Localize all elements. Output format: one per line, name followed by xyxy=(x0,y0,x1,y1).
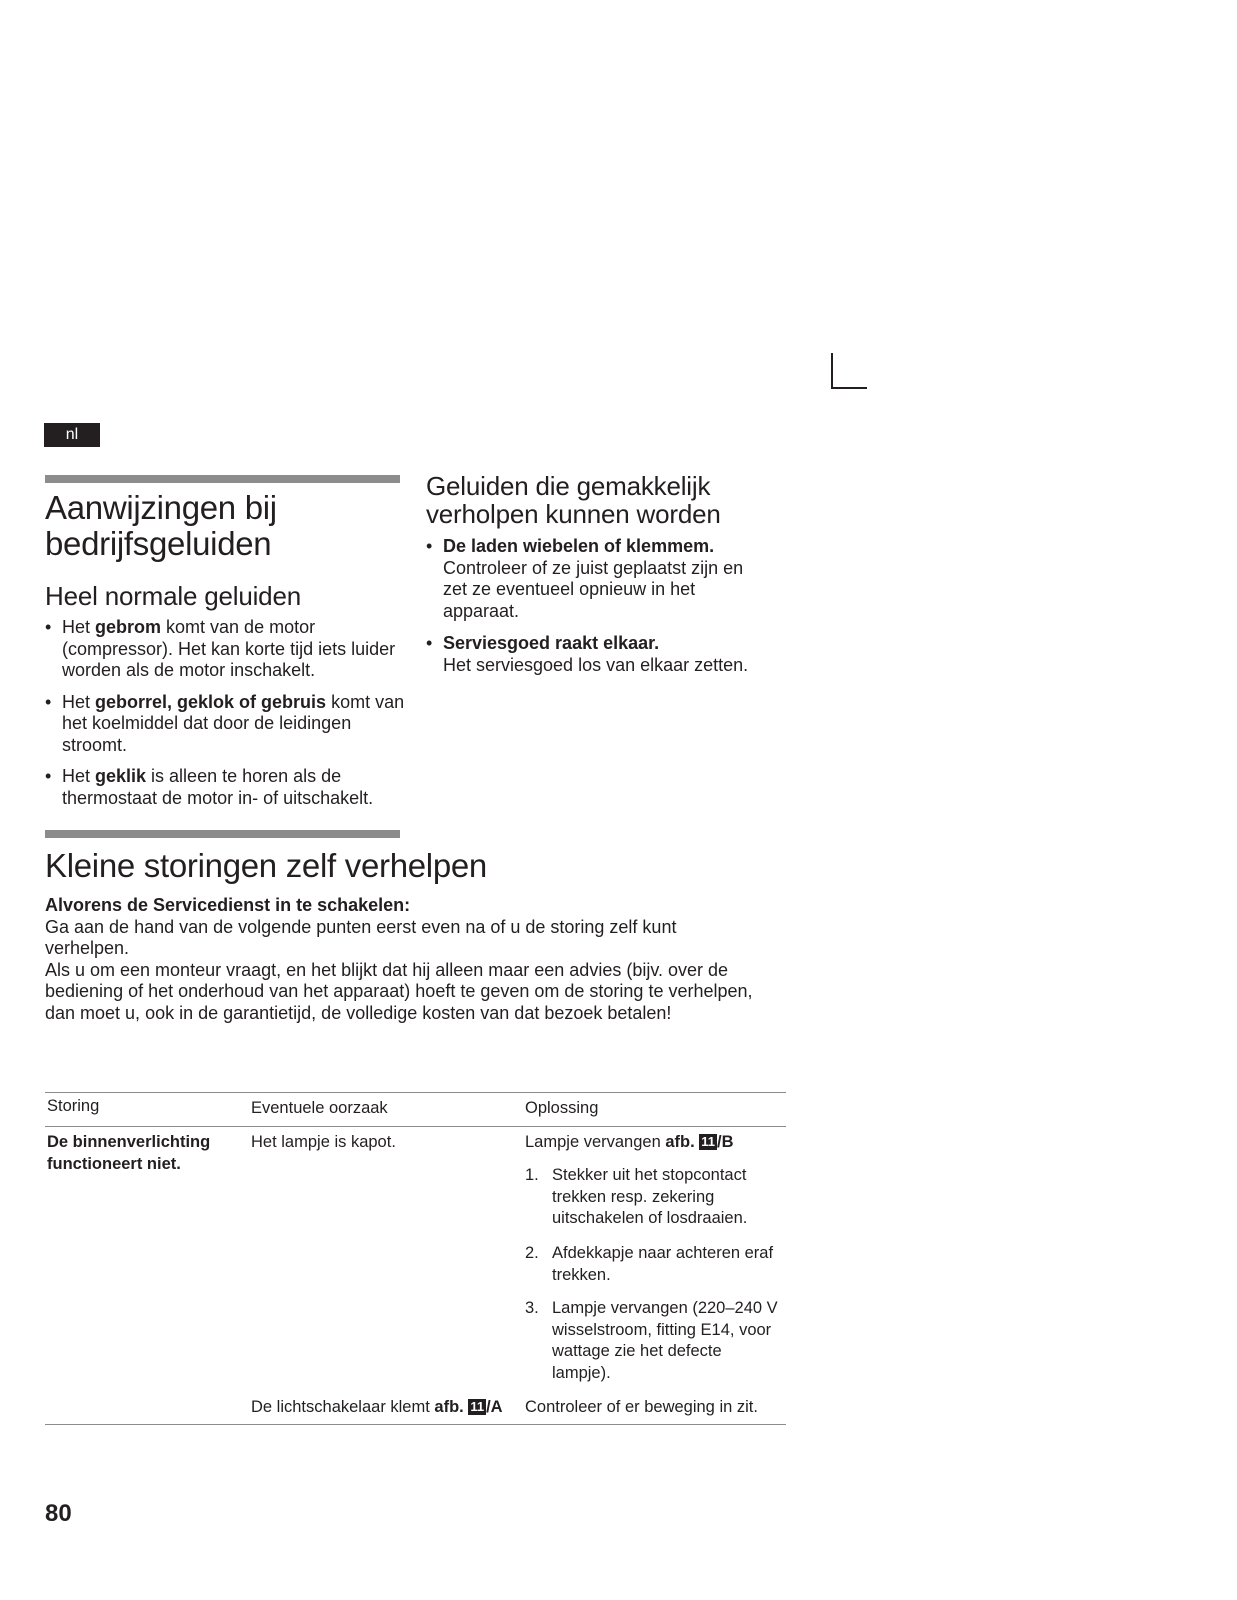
list-item xyxy=(45,692,405,757)
bullet-icon: • xyxy=(426,536,433,556)
title-line: verholpen kunnen worden xyxy=(426,499,721,529)
step-number: 1. xyxy=(525,1166,539,1184)
page-number: 80 xyxy=(45,1500,72,1527)
list-item xyxy=(45,766,405,809)
title-line: Geluiden die gemakkelijk xyxy=(426,471,711,501)
title-line: bedrijfsgeluiden xyxy=(45,525,272,562)
step-text: Stekker uit het stopcontact trekken resp. zekering uitschakelen of losdraaien. xyxy=(552,1166,748,1227)
normal-noises-list-container xyxy=(45,617,405,819)
section-rule xyxy=(45,475,400,483)
item-text: is alleen te horen als de thermostaat de motor in- of uitschakelt. xyxy=(62,766,374,808)
step-number: 3. xyxy=(525,1299,539,1317)
item-keyword: geklik xyxy=(95,766,147,786)
solution-step xyxy=(525,1165,783,1230)
figure-number-badge: 11 xyxy=(470,1399,485,1414)
list-item xyxy=(426,633,771,676)
crop-mark xyxy=(831,353,867,389)
step-text: Lampje vervangen (220–240 V wisselstroom, fitting E14, voor wattage zie het defecte lampje). xyxy=(552,1299,778,1382)
fixable-noises-list xyxy=(426,536,771,676)
section-title-operating-noises xyxy=(45,490,277,562)
solution-step xyxy=(525,1243,783,1286)
fixable-noises-list-container xyxy=(426,536,771,686)
figure-number-badge: 11 xyxy=(701,1134,716,1149)
figure-ref-suffix: /A xyxy=(486,1398,503,1416)
table-header-fault: Storing xyxy=(47,1097,100,1115)
title-line: Aanwijzingen bij xyxy=(45,489,277,526)
section-title-troubleshooting: Kleine storingen zelf verhelpen xyxy=(45,847,487,884)
section-rule xyxy=(45,830,400,838)
intro-heading: Alvorens de Servicedienst in te schakelen: xyxy=(45,895,411,915)
item-keyword: geborrel, geklok of gebruis xyxy=(95,691,327,712)
table-header-cause: Eventuele oorzaak xyxy=(251,1099,388,1117)
list-item xyxy=(426,536,771,622)
section-title-fixable-noises xyxy=(426,472,721,528)
item-keyword: gebrom xyxy=(95,617,162,637)
item-text: Het serviesgoed los van elkaar zetten. xyxy=(443,654,749,675)
figure-ref-suffix: /B xyxy=(717,1133,734,1151)
table-rule xyxy=(45,1126,786,1127)
table-header-solution: Oplossing xyxy=(525,1099,599,1117)
bullet-icon: • xyxy=(45,766,52,786)
troubleshooting-intro xyxy=(45,895,765,1024)
cause-text: De lichtschakelaar klemt xyxy=(251,1398,435,1416)
item-text: komt van de motor (compressor). Het kan korte tijd iets luider worden als de motor inschakelt. xyxy=(62,617,396,680)
language-badge: nl xyxy=(44,423,100,447)
bullet-icon: • xyxy=(426,633,433,653)
solution-step xyxy=(525,1298,783,1384)
intro-paragraph: Ga aan de hand van de volgende punten eerst even na of u de storing zelf kunt verhelpen. xyxy=(45,916,677,958)
solution-cell: Controleer of er beweging in zit. xyxy=(525,1398,758,1416)
item-text: komt van het koelmiddel dat door de leidingen stroomt. xyxy=(62,691,405,755)
item-keyword: Serviesgoed raakt elkaar. xyxy=(443,633,660,653)
step-text: Afdekkapje naar achteren eraf trekken. xyxy=(552,1244,774,1284)
figure-ref: afb. xyxy=(665,1133,695,1151)
cause-cell: Het lampje is kapot. xyxy=(251,1133,396,1151)
intro-paragraph: Als u om een monteur vraagt, en het blijkt dat hij alleen maar een advies (bijv. over de bediening of het onderhoud van het apparaat) hoeft te geven om de storing te verhelpen, dan moet u, ook in de garantietijd, de volledige kosten van dat bezoek betalen! xyxy=(45,959,753,1023)
fault-cell: De binnenverlichting functioneert niet. xyxy=(47,1133,211,1173)
step-number: 2. xyxy=(525,1244,539,1262)
bullet-icon: • xyxy=(45,617,52,637)
cause-cell xyxy=(251,1397,503,1419)
item-keyword: De laden wiebelen of klemmem. xyxy=(443,536,715,556)
table-rule xyxy=(45,1092,786,1093)
subtitle-normal-noises: Heel normale geluiden xyxy=(45,581,301,611)
item-text: Het xyxy=(62,691,96,712)
solution-cell xyxy=(525,1132,734,1154)
solution-text: Lampje vervangen xyxy=(525,1133,666,1151)
item-text: Het xyxy=(62,766,96,786)
item-text: Het xyxy=(62,617,96,637)
table-rule xyxy=(45,1424,786,1425)
bullet-icon: • xyxy=(45,691,52,712)
figure-ref: afb. xyxy=(434,1398,464,1416)
list-item xyxy=(45,617,405,682)
item-text: Controleer of ze juist geplaatst zijn en zet ze eventueel opnieuw in het apparaat. xyxy=(443,557,744,621)
normal-noises-list xyxy=(45,617,405,809)
